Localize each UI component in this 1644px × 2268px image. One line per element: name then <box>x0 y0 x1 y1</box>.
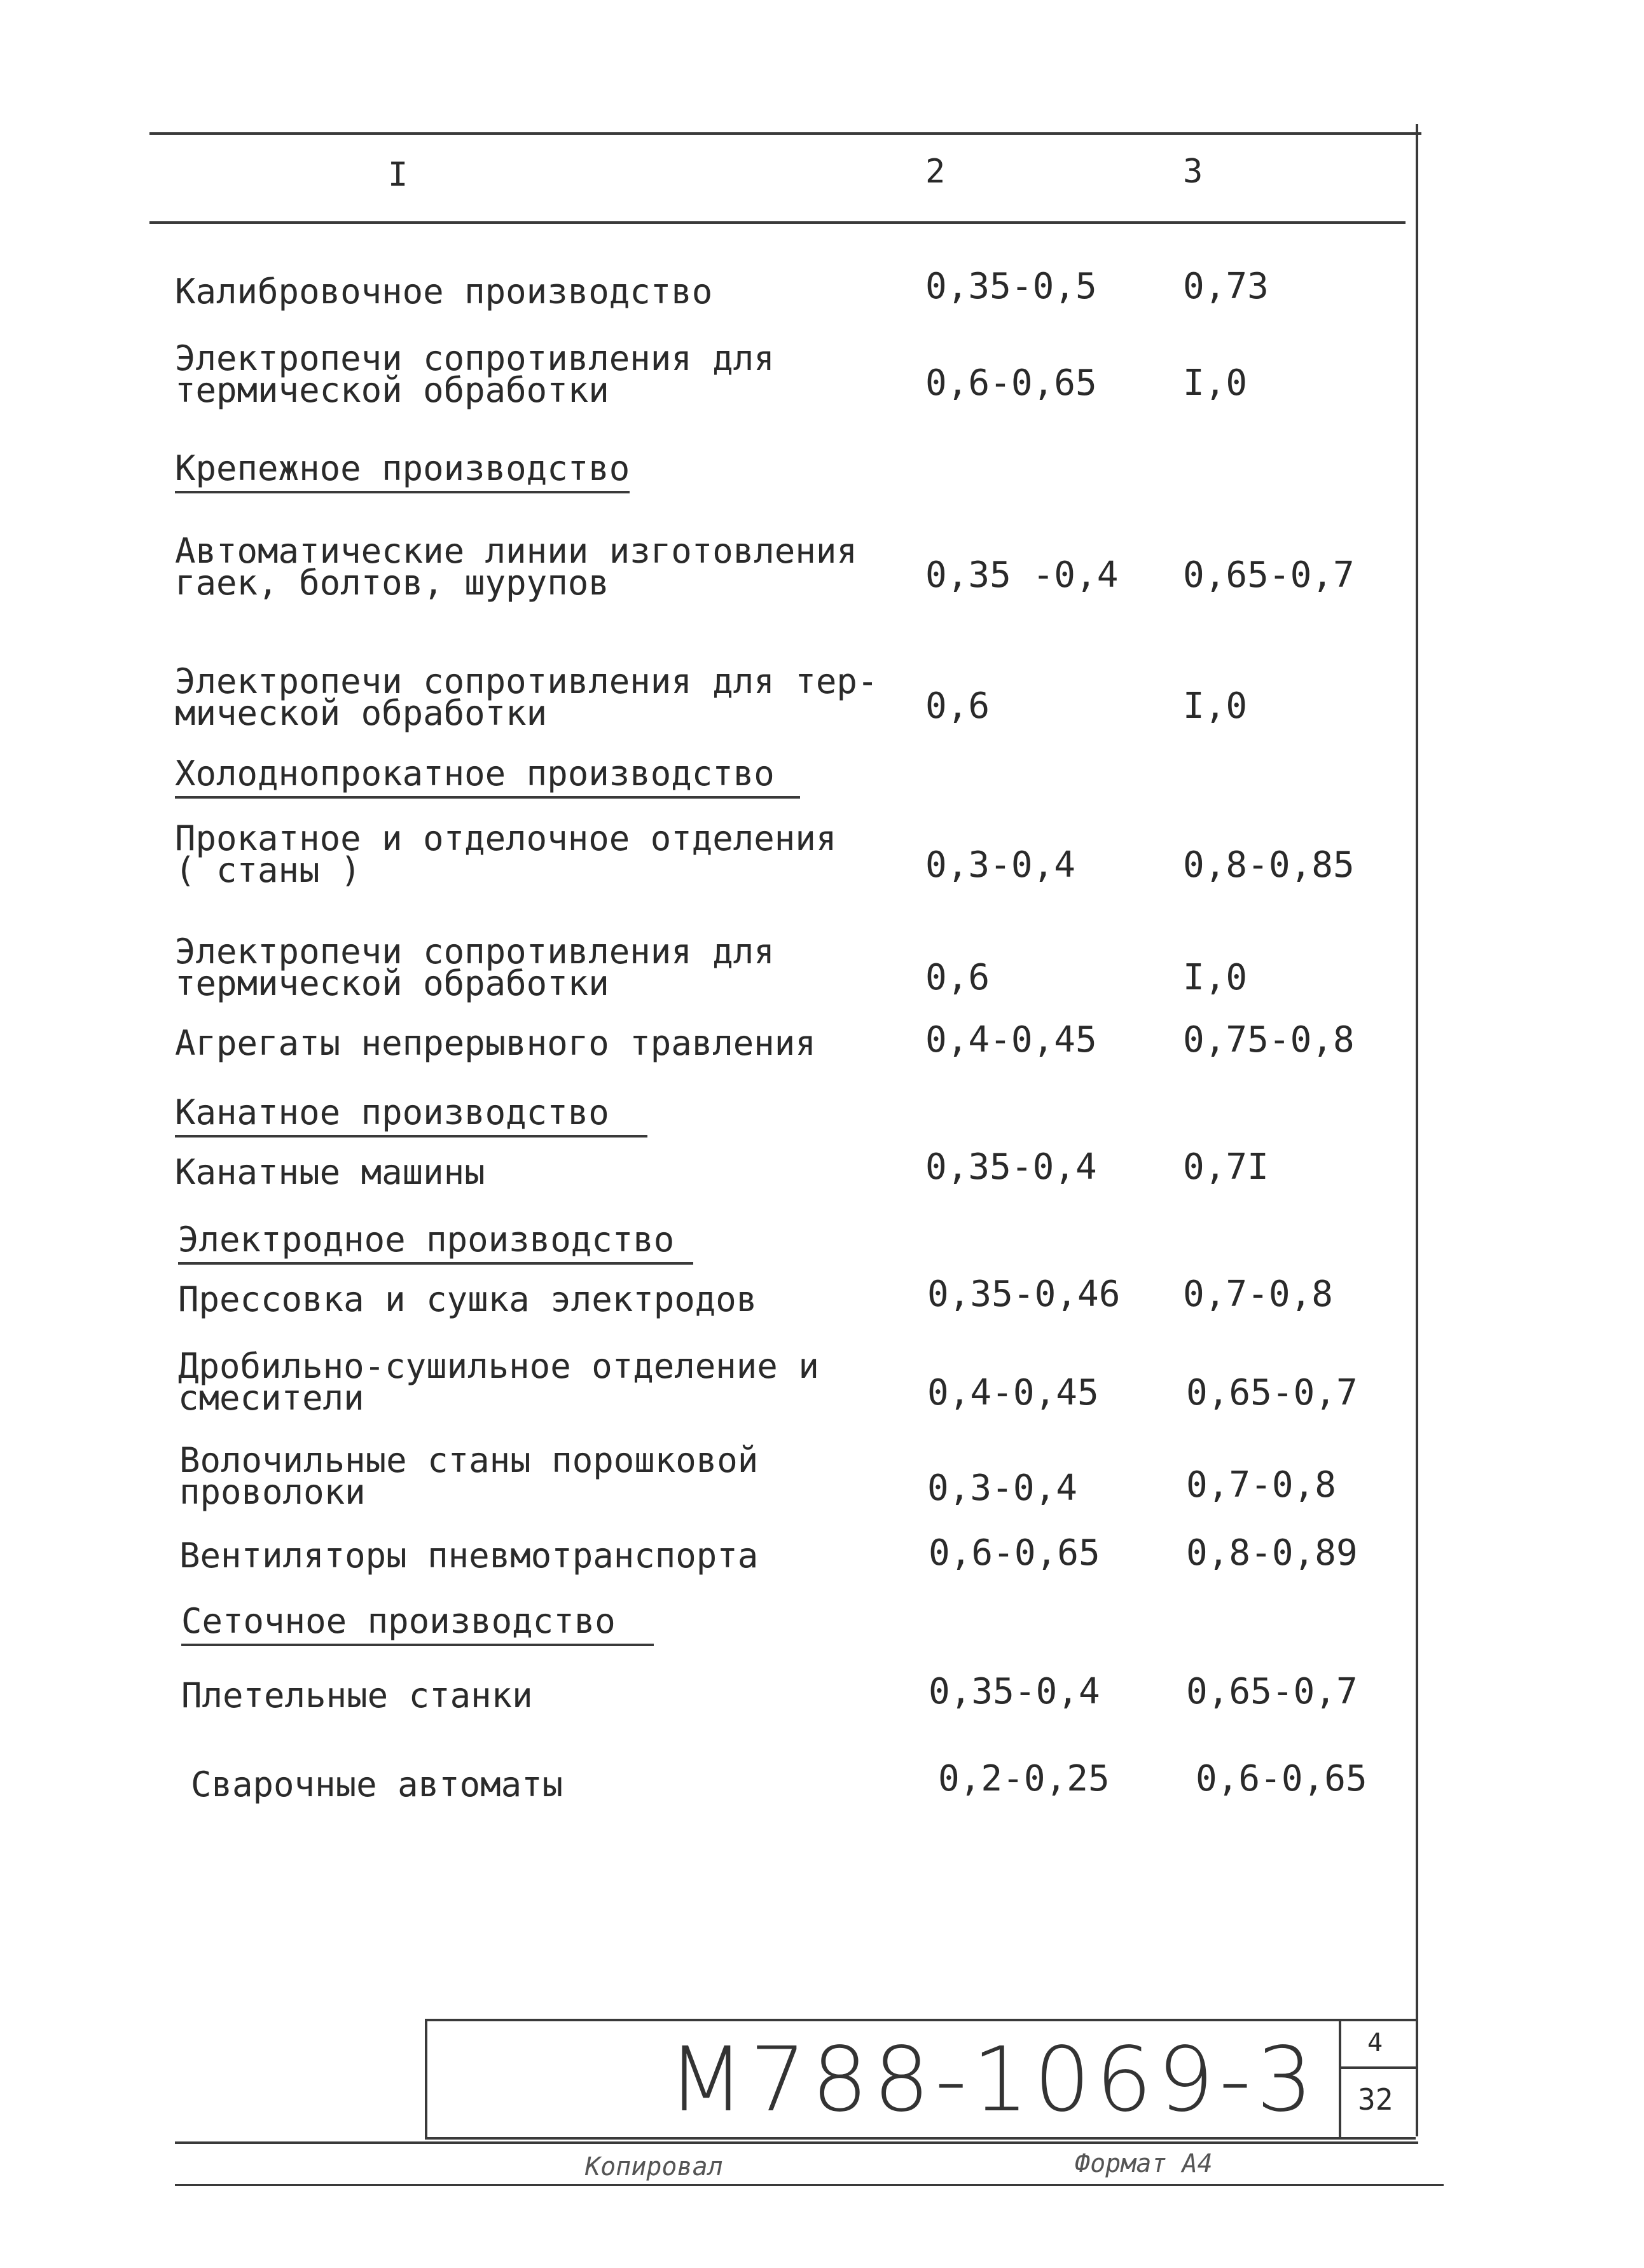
column-header-1: I <box>388 156 408 194</box>
coefficient-value: 0,3-0,4 <box>925 844 1076 886</box>
coefficient-value: 0,4-0,45 <box>927 1372 1099 1413</box>
coefficient-value: 0,7I <box>1183 1146 1269 1188</box>
section-heading: Канатное производство <box>175 1092 647 1137</box>
coefficient-value: 0,35 -0,4 <box>925 554 1119 596</box>
row-label: Сварочные автоматы <box>191 1764 563 1804</box>
coefficient-value: 0,73 <box>1183 266 1269 307</box>
sheet-number: 32 <box>1358 2082 1393 2117</box>
row-label: Калибровочное производство <box>175 271 713 312</box>
row-label: гаек, болтов, шурупов <box>175 563 609 603</box>
title-block-divider <box>1339 2019 1341 2140</box>
coefficient-value: 0,65-0,7 <box>1186 1671 1358 1712</box>
row-label: Прессовка и сушка электродов <box>178 1279 757 1319</box>
sheet-label: 4 <box>1367 2028 1383 2058</box>
footer-format: Формат А4 <box>1075 2149 1213 2178</box>
section-heading: Крепежное производство <box>175 448 630 493</box>
coefficient-value: 0,6-0,65 <box>929 1532 1100 1574</box>
coefficient-value: 0,35-0,5 <box>925 266 1097 307</box>
row-label: мической обработки <box>175 693 548 733</box>
row-label: Агрегаты непрерывного травления <box>175 1023 816 1063</box>
coefficient-value: 0,6-0,65 <box>1196 1758 1367 1799</box>
coefficient-value: 0,2-0,25 <box>938 1758 1110 1799</box>
row-label: Автоматические линии изготовления <box>175 531 857 571</box>
row-label: термической обработки <box>175 370 609 410</box>
row-label: Электропечи сопротивления для <box>175 338 775 378</box>
row-label: Вентиляторы пневмотранспорта <box>179 1536 759 1576</box>
row-label: проволоки <box>179 1472 366 1512</box>
coefficient-value: 0,6-0,65 <box>925 362 1097 404</box>
row-label: Дробильно-сушильное отделение и <box>178 1346 819 1386</box>
header-bottom-rule <box>149 221 1406 224</box>
footer-rule-2 <box>175 2184 1444 2186</box>
row-label: Прокатное и отделочное отделения <box>175 818 837 858</box>
section-heading: Электродное производство <box>178 1220 693 1265</box>
coefficient-value: 0,35-0,4 <box>929 1671 1100 1712</box>
coefficient-value: 0,7-0,8 <box>1186 1464 1337 1506</box>
row-label: Плетельные станки <box>181 1675 533 1715</box>
coefficient-value: 0,7-0,8 <box>1183 1274 1334 1315</box>
coefficient-value: 0,75-0,8 <box>1183 1019 1355 1061</box>
section-heading: Сеточное производство <box>181 1601 654 1646</box>
row-label: Электропечи сопротивления для <box>175 931 775 972</box>
sheet-cell-divider <box>1339 2066 1416 2069</box>
coefficient-value: 0,35-0,46 <box>927 1274 1121 1315</box>
column-header-3: 3 <box>1183 153 1203 191</box>
row-label: Электропечи сопротивления для тер- <box>175 661 878 701</box>
coefficient-value: 0,6 <box>925 685 990 727</box>
coefficient-value: I,0 <box>1183 957 1248 998</box>
section-heading: Холоднопрокатное производство <box>175 753 800 799</box>
column-header-2: 2 <box>925 153 946 191</box>
coefficient-value: 0,6 <box>925 957 990 998</box>
footer-rule-1 <box>175 2141 1418 2144</box>
coefficient-value: 0,3-0,4 <box>927 1467 1078 1509</box>
footer-copied: Копировал <box>585 2152 723 2182</box>
row-label: Канатные машины <box>175 1152 485 1192</box>
coefficient-value: I,0 <box>1183 362 1248 404</box>
row-label: термической обработки <box>175 963 609 1003</box>
coefficient-value: 0,65-0,7 <box>1183 554 1355 596</box>
row-label: смесители <box>178 1378 364 1418</box>
coefficient-value: 0,65-0,7 <box>1186 1372 1358 1413</box>
coefficient-value: 0,35-0,4 <box>925 1146 1097 1188</box>
document-code: М788-1069-3 <box>668 2028 1318 2132</box>
coefficient-value: 0,8-0,89 <box>1186 1532 1358 1574</box>
row-label: Волочильные станы порошковой <box>179 1440 759 1480</box>
row-label: ( станы ) <box>175 850 361 890</box>
right-border <box>1416 124 1418 2136</box>
coefficient-value: 0,8-0,85 <box>1183 844 1355 886</box>
coefficient-value: 0,4-0,45 <box>925 1019 1097 1061</box>
coefficient-value: I,0 <box>1183 685 1248 727</box>
header-top-rule <box>149 132 1421 135</box>
